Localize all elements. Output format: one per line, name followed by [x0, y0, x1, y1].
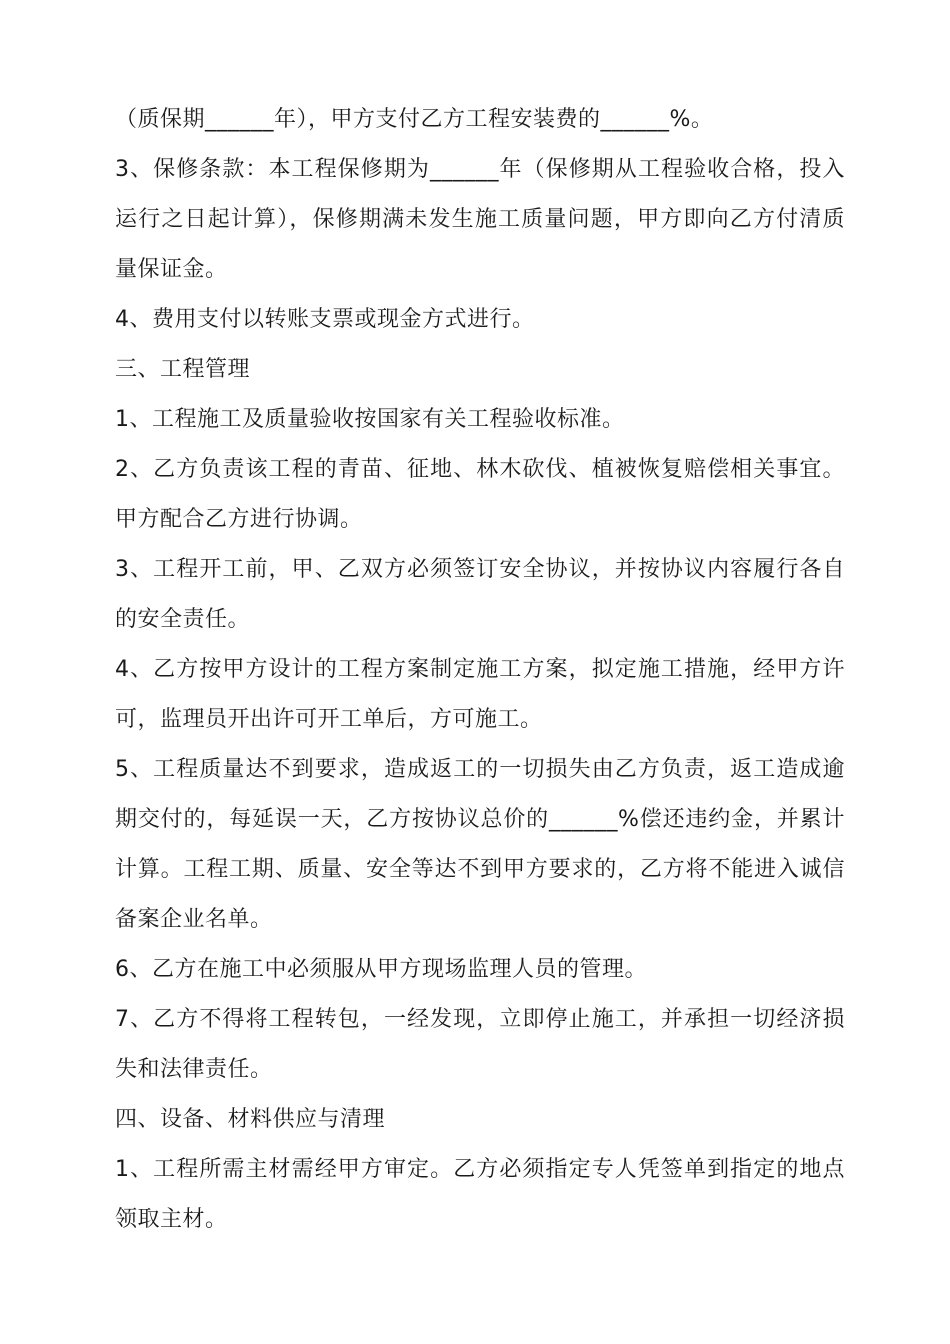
- text-line: 期交付的，每延误一天，乙方按协议总价的______%偿还违约金，并累计: [115, 807, 845, 832]
- text-line: 领取主材。: [115, 1207, 228, 1232]
- text-line: 5、工程质量达不到要求，造成返工的一切损失由乙方负责，返工造成逾: [115, 757, 845, 782]
- text-line: 6、乙方在施工中必须服从甲方现场监理人员的管理。: [115, 957, 647, 982]
- text-line: 3、工程开工前，甲、乙双方必须签订安全协议，并按协议内容履行各自: [115, 557, 845, 582]
- text-line: 3、保修条款：本工程保修期为______年（保修期从工程验收合格，投入: [115, 157, 845, 182]
- text-line: （质保期______年），甲方支付乙方工程安装费的______%。: [115, 107, 714, 132]
- text-line: 7、乙方不得将工程转包，一经发现，立即停止施工，并承担一切经济损: [115, 1007, 845, 1032]
- text-line: 量保证金。: [115, 257, 228, 282]
- text-line: 4、乙方按甲方设计的工程方案制定施工方案，拟定施工措施，经甲方许: [115, 657, 845, 682]
- text-line: 1、工程施工及质量验收按国家有关工程验收标准。: [115, 407, 625, 432]
- text-line: 的安全责任。: [115, 607, 251, 632]
- text-line: 4、费用支付以转账支票或现金方式进行。: [115, 307, 535, 332]
- text-line: 失和法律责任。: [115, 1057, 273, 1082]
- text-line: 备案企业名单。: [115, 907, 273, 932]
- text-line: 可，监理员开出许可开工单后，方可施工。: [115, 707, 543, 732]
- text-line: 计算。工程工期、质量、安全等达不到甲方要求的，乙方将不能进入诚信: [115, 857, 845, 882]
- text-line: 2、乙方负责该工程的青苗、征地、林木砍伐、植被恢复赔偿相关事宜。: [115, 457, 845, 482]
- text-line: 甲方配合乙方进行协调。: [115, 507, 363, 532]
- section-heading: 四、设备、材料供应与清理: [115, 1107, 386, 1132]
- text-line: 1、工程所需主材需经甲方审定。乙方必须指定专人凭签单到指定的地点: [115, 1157, 845, 1182]
- text-line: 运行之日起计算），保修期满未发生施工质量问题，甲方即向乙方付清质: [115, 207, 845, 232]
- section-heading: 三、工程管理: [115, 357, 251, 382]
